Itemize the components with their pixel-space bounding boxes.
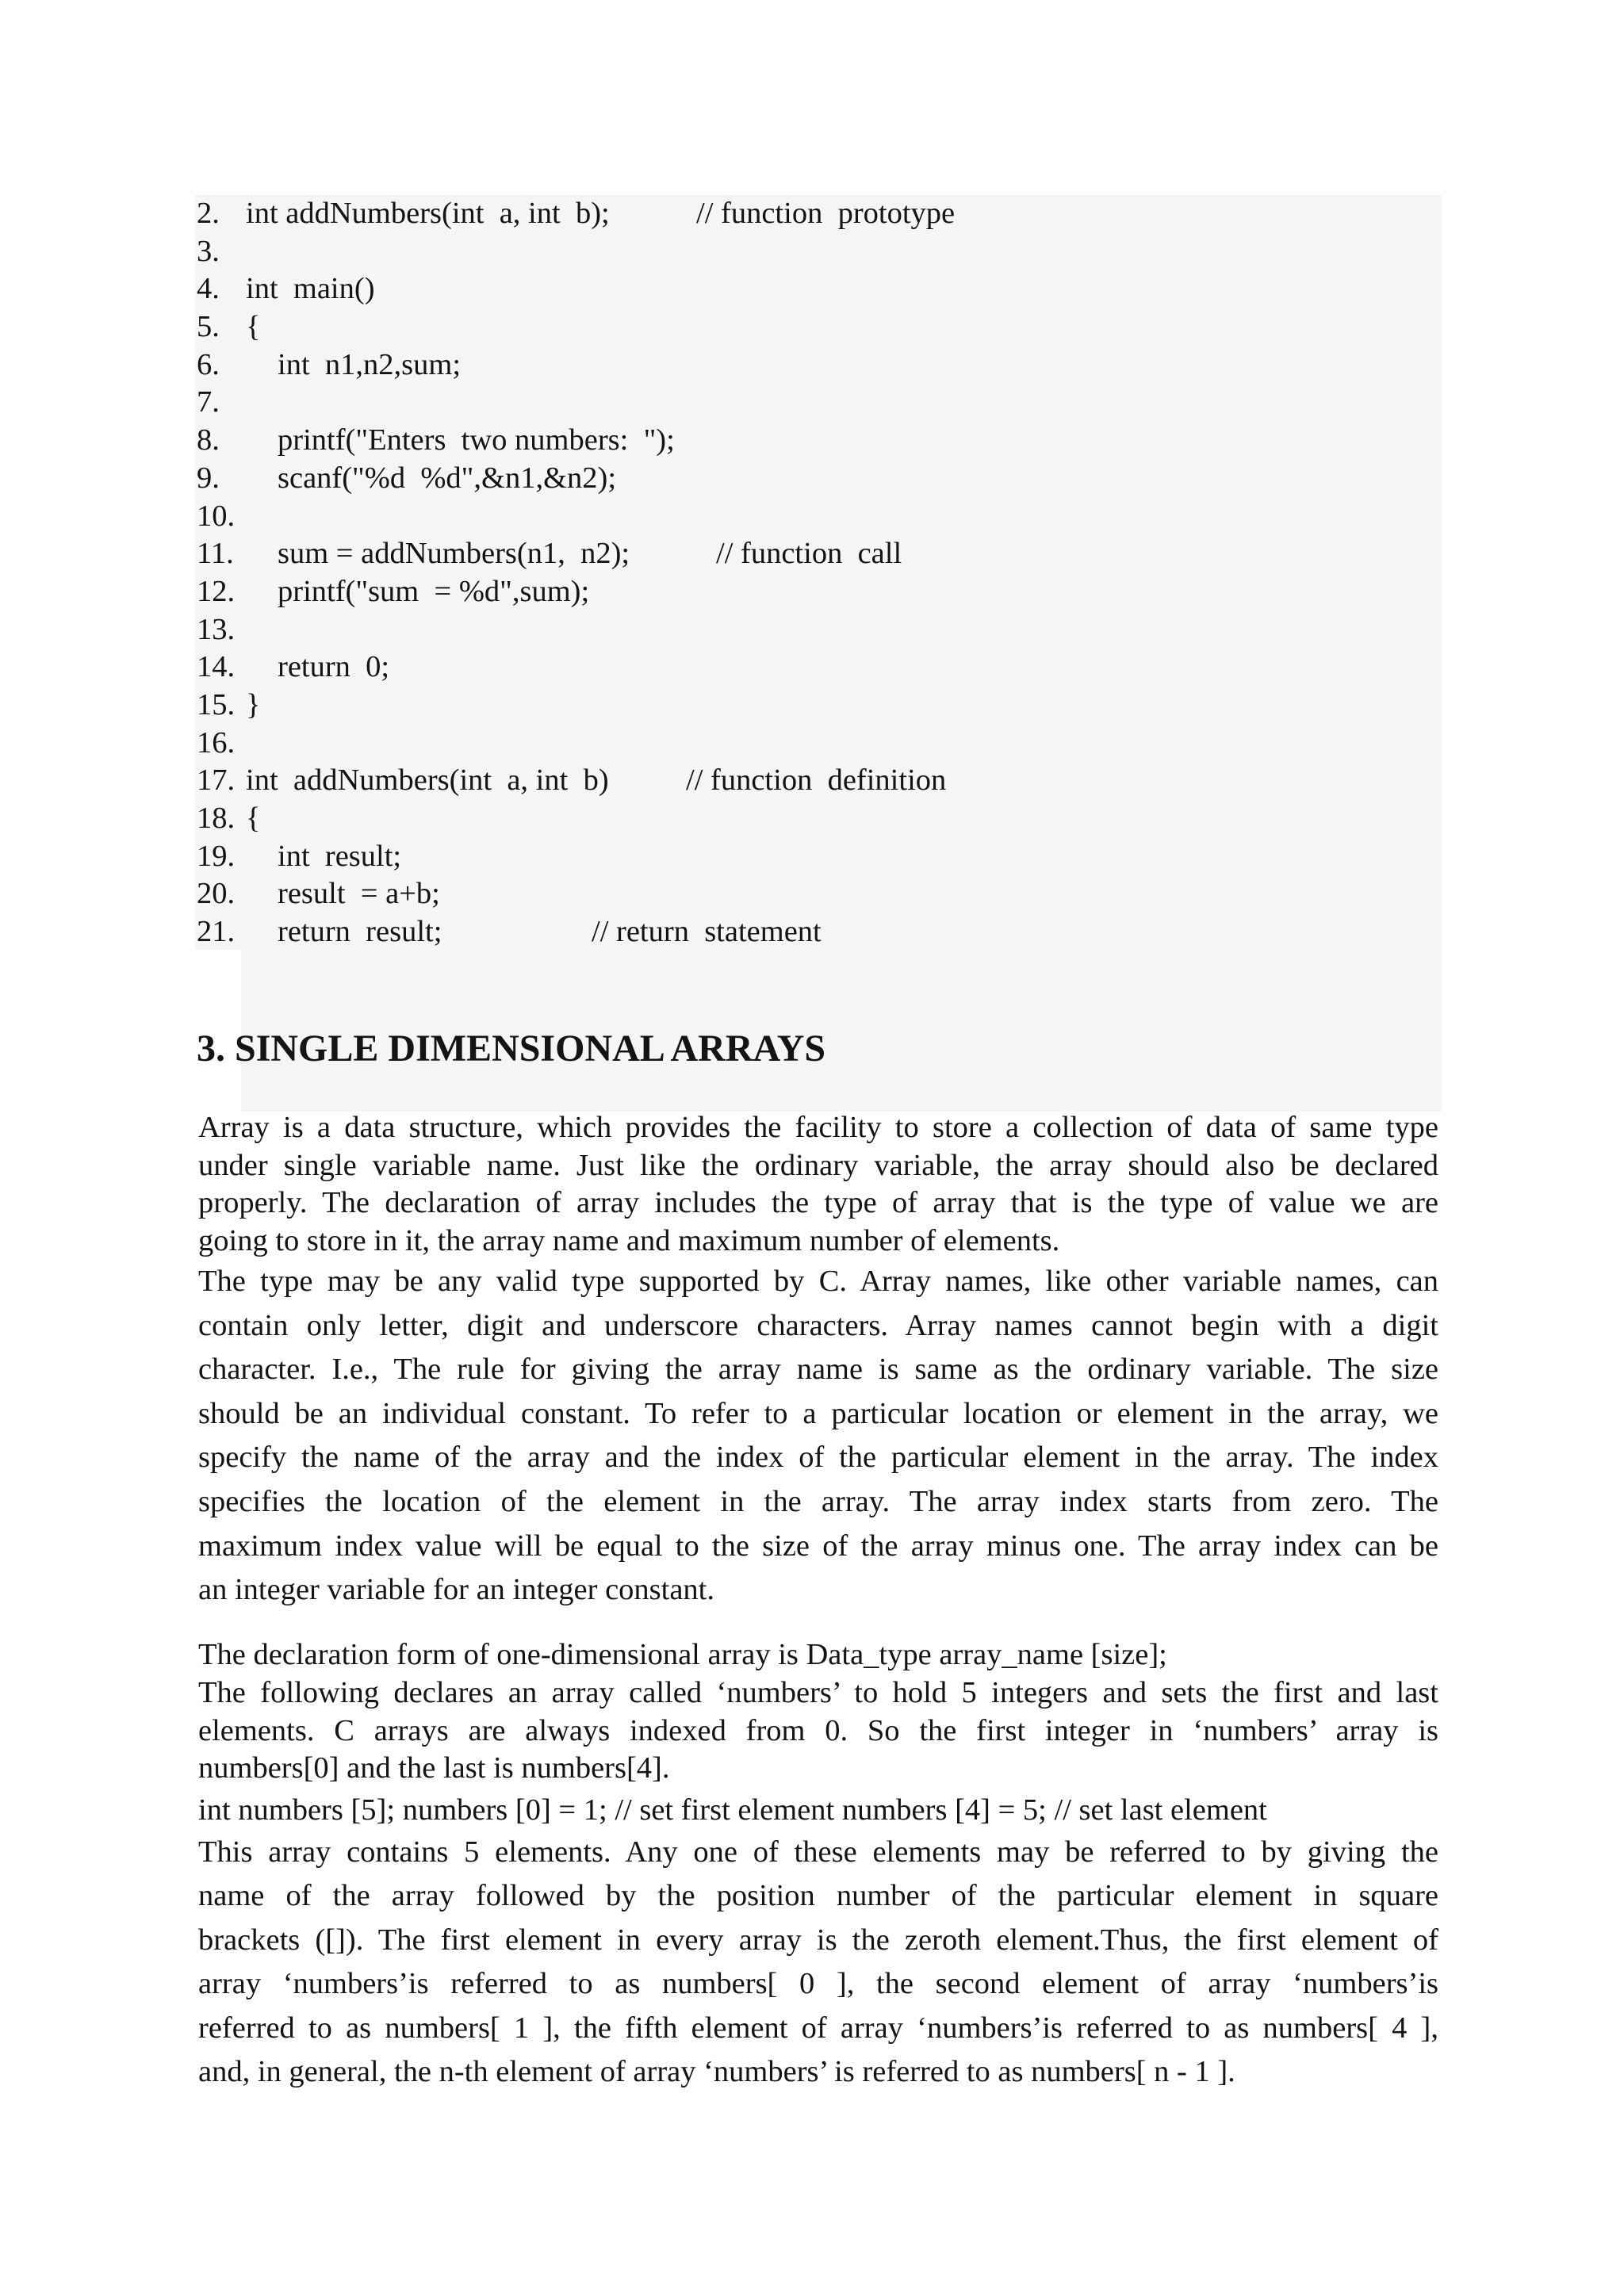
code-text: int main() (246, 272, 375, 306)
code-line (197, 800, 1434, 838)
code-text: int addNumbers(int a, int b) (246, 763, 609, 798)
line-number: 20. (197, 877, 236, 911)
paragraph-numbers-example (198, 1674, 1438, 1788)
code-listing (197, 195, 1434, 951)
code-text: printf("Enters two numbers: "); (278, 423, 675, 457)
code-text: { (246, 802, 261, 835)
code-text: int n1,n2,sum; (278, 347, 462, 381)
code-text: return result; (278, 915, 442, 949)
code-text: } (246, 687, 261, 721)
line-number: 16. (197, 725, 236, 760)
line-number: 8. (197, 423, 220, 457)
text-line: Array is a data structure, which provides the facility to store a collection of data of same type (198, 1111, 1438, 1144)
code-line (197, 308, 1434, 346)
line-number: 17. (197, 763, 236, 798)
code-text: int addNumbers(int a, int b); (246, 197, 610, 230)
line-number: 9. (197, 461, 220, 495)
code-text: printf("sum = %d",sum); (278, 574, 590, 608)
text-line: under single variable name. Just like the ordinary variable, the array should also be declared (198, 1148, 1438, 1182)
code-line (197, 573, 1434, 611)
code-text: result = a+b; (278, 877, 440, 911)
line-number: 13. (197, 612, 236, 646)
paragraph-array-definition (198, 1109, 1438, 1260)
line-number: 5. (197, 310, 220, 344)
text-line: numbers[0] and the last is numbers[4]. (198, 1751, 670, 1785)
line-number: 14. (197, 650, 236, 684)
code-line (197, 687, 1434, 725)
text-line: specify the name of the array and the index of the particular element in the array. The index (198, 1441, 1438, 1475)
code-line (197, 233, 1434, 271)
code-text: { (246, 310, 261, 344)
code-line (197, 460, 1434, 498)
line-number: 15. (197, 687, 236, 721)
code-text: return 0; (278, 650, 390, 684)
code-line (197, 384, 1434, 422)
line-number: 6. (197, 347, 220, 381)
text-line: array ‘numbers’is referred to as numbers[ 0 ], the second element of array ‘numbers’is (198, 1967, 1438, 2001)
text-line: should be an individual constant. To refer to a particular location or element in the array, we (198, 1396, 1438, 1430)
text-line: contain only letter, digit and underscore characters. Array names cannot begin with a digit (198, 1308, 1438, 1342)
code-inline-numbers-example (198, 1792, 1438, 1830)
paragraph-declaration-form (198, 1636, 1438, 1674)
text-line: maximum index value will be equal to the size of the array minus one. The array index can be (198, 1529, 1438, 1563)
line-number: 10. (197, 499, 236, 533)
code-text: int result; (278, 839, 402, 873)
line-number: 21. (197, 915, 236, 949)
code-line (197, 498, 1434, 536)
code-line (197, 838, 1434, 876)
code-line (197, 762, 1434, 800)
line-number: 11. (197, 537, 234, 571)
code-line (197, 195, 1434, 233)
text-line: properly. The declaration of array includes the type of array that is the type of value we are (198, 1186, 1438, 1219)
text-line: character. I.e., The rule for giving the array name is same as the ordinary variable. The size (198, 1353, 1438, 1387)
code-line (197, 611, 1434, 649)
line-number: 19. (197, 839, 236, 873)
code-comment: // return statement (592, 915, 822, 949)
text-line: name of the array followed by the position number of the particular element in square (198, 1879, 1438, 1913)
code-line (197, 535, 1434, 573)
code-line (197, 725, 1434, 763)
text-line: an integer variable for an integer constant. (198, 1573, 715, 1607)
line-number: 3. (197, 234, 220, 268)
text-line: elements. C arrays are always indexed from 0. So the first integer in ‘numbers’ array is (198, 1713, 1438, 1747)
line-number: 2. (197, 197, 220, 230)
code-line (197, 913, 1434, 951)
text-line: going to store in it, the array name and maximum number of elements. (198, 1223, 1060, 1257)
code-text: scanf("%d %d",&n1,&n2); (278, 461, 617, 495)
code-comment: // function call (716, 537, 902, 571)
code-line (197, 270, 1434, 308)
paragraph-element-referencing (198, 1831, 1438, 2094)
text-line: brackets ([]). The first element in every array is the zeroth element.Thus, the first element of (198, 1923, 1438, 1957)
text-line: The following declares an array called ‘numbers’ to hold 5 integers and sets the first and last (198, 1676, 1438, 1709)
code-text: sum = addNumbers(n1, n2); (278, 537, 630, 571)
code-line (197, 649, 1434, 687)
line-number: 12. (197, 574, 236, 608)
code-comment: // function prototype (696, 197, 956, 230)
text-line: and, in general, the n-th element of array ‘numbers’ is referred to as numbers[ n - 1 ]. (198, 2055, 1235, 2089)
text-line: This array contains 5 elements. Any one of these elements may be referred to by giving the (198, 1835, 1438, 1869)
code-line (197, 346, 1434, 385)
paragraph-array-naming-rules (198, 1260, 1438, 1613)
line-number: 18. (197, 802, 236, 835)
code-line (197, 875, 1434, 913)
text-line: specifies the location of the element in the array. The array index starts from zero. The (198, 1484, 1438, 1518)
text-line: int numbers [5]; numbers [0] = 1; // set first element numbers [4] = 5; // set last element (198, 1793, 1267, 1827)
text-line: The type may be any valid type supported by C. Array names, like other variable names, can (198, 1265, 1438, 1298)
line-number: 4. (197, 272, 220, 306)
text-line: The declaration form of one-dimensional array is Data_type array_name [size]; (198, 1638, 1167, 1671)
code-line (197, 422, 1434, 460)
text-line: referred to as numbers[ 1 ], the fifth element of array ‘numbers’is referred to as numbers[ 4 ], (198, 2011, 1438, 2045)
line-number: 7. (197, 385, 220, 419)
section-heading: 3. SINGLE DIMENSIONAL ARRAYS (197, 1027, 826, 1070)
code-comment: // function definition (686, 763, 947, 798)
